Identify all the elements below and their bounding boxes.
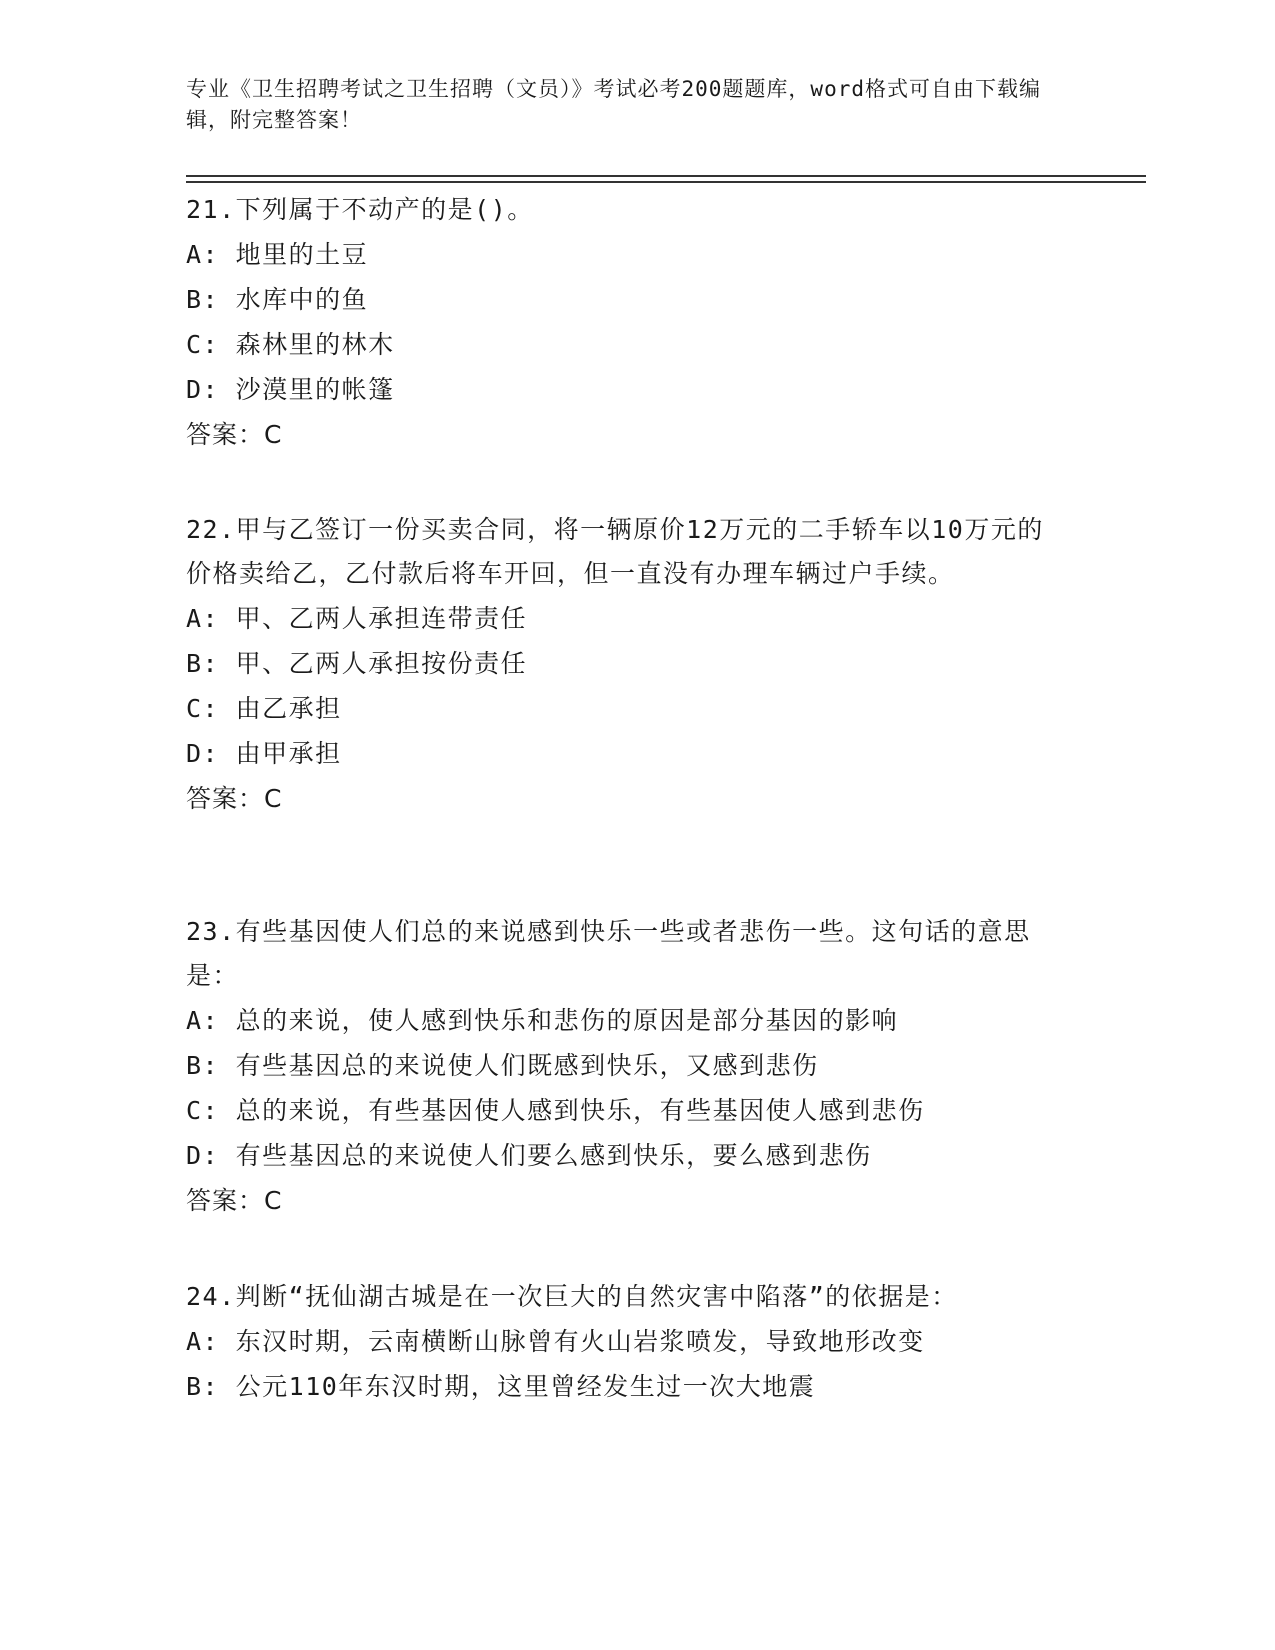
header-divider-top bbox=[186, 175, 1146, 177]
option-b: B: 水库中的鱼 bbox=[186, 285, 369, 314]
answer-line: 答案：C bbox=[186, 784, 283, 813]
option-a: A: 甲、乙两人承担连带责任 bbox=[186, 604, 528, 633]
question-24 bbox=[186, 1275, 1066, 1409]
header-divider-bottom bbox=[186, 181, 1146, 183]
option-b: B: 公元110年东汉时期，这里曾经发生过一次大地震 bbox=[186, 1372, 816, 1401]
option-b: B: 甲、乙两人承担按份责任 bbox=[186, 649, 528, 678]
question-stem: 23.有些基因使人们总的来说感到快乐一些或者悲伤一些。这句话的意思是： bbox=[186, 917, 1031, 990]
question-stem: 21.下列属于不动产的是()。 bbox=[186, 195, 534, 224]
option-c: C: 森林里的林木 bbox=[186, 330, 395, 359]
option-c: C: 由乙承担 bbox=[186, 694, 342, 723]
question-22 bbox=[186, 508, 1066, 821]
answer-line: 答案：C bbox=[186, 1186, 283, 1215]
option-a: A: 东汉时期，云南横断山脉曾有火山岩浆喷发，导致地形改变 bbox=[186, 1327, 925, 1356]
question-stem: 24.判断“抚仙湖古城是在一次巨大的自然灾害中陷落”的依据是： bbox=[186, 1282, 958, 1311]
document-header: 专业《卫生招聘考试之卫生招聘（文员）》考试必考200题题库，word格式可自由下载编辑，附完整答案！ bbox=[186, 77, 1041, 132]
answer-line: 答案：C bbox=[186, 420, 283, 449]
option-c: C: 总的来说，有些基因使人感到快乐，有些基因使人感到悲伤 bbox=[186, 1096, 925, 1125]
question-21 bbox=[186, 188, 1066, 457]
question-stem: 22.甲与乙签订一份买卖合同，将一辆原价12万元的二手轿车以10万元的价格卖给乙，乙付款后将车开回，但一直没有办理车辆过户手续。 bbox=[186, 515, 1044, 588]
option-a: A: 总的来说，使人感到快乐和悲伤的原因是部分基因的影响 bbox=[186, 1006, 899, 1035]
question-23 bbox=[186, 910, 1066, 1223]
option-d: D: 由甲承担 bbox=[186, 739, 342, 768]
option-d: D: 有些基因总的来说使人们要么感到快乐，要么感到悲伤 bbox=[186, 1141, 872, 1170]
option-d: D: 沙漠里的帐篷 bbox=[186, 375, 395, 404]
option-b: B: 有些基因总的来说使人们既感到快乐，又感到悲伤 bbox=[186, 1051, 819, 1080]
option-a: A: 地里的土豆 bbox=[186, 240, 369, 269]
